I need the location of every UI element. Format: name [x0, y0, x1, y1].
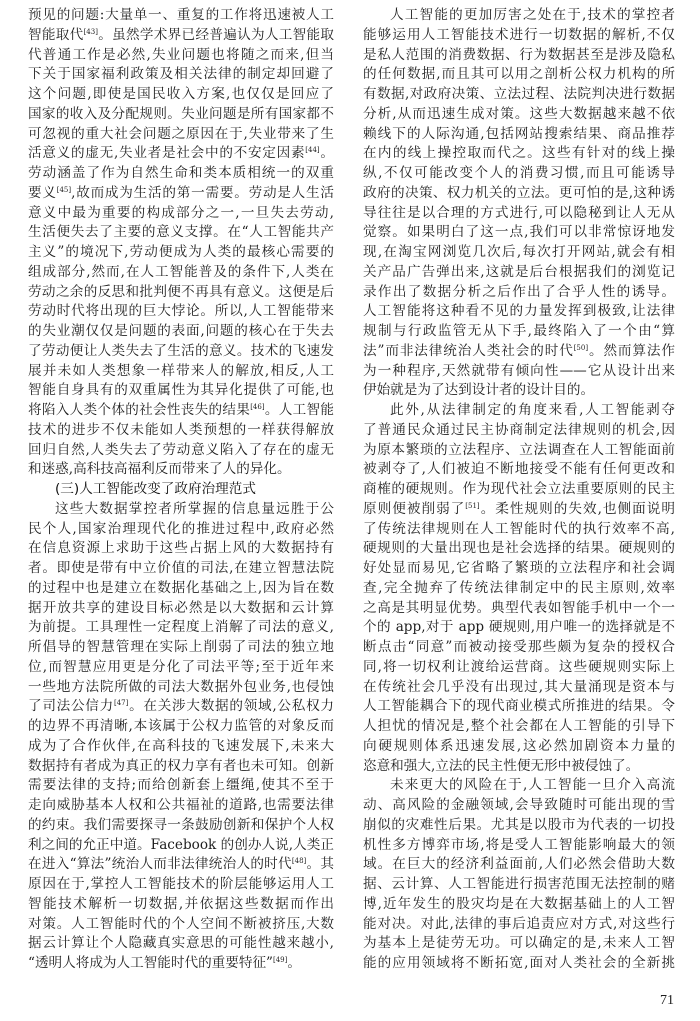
text-line: 为一种程序,天然就带有倾向性——它从设计出来	[363, 362, 675, 379]
text-line: 的约束。我们需要探寻一条鼓励创新和保护个人权	[28, 816, 334, 833]
text-line: 回归自然,人类失去了劳动意义陷入了存在的虚无	[28, 441, 334, 458]
text-line: 展并未如人类想象一样带来人的解放,相反,人工	[28, 362, 334, 379]
right-text-column	[363, 6, 675, 974]
text-line: 导往往是以合理的方式进行,可以隐秘到让人无从	[363, 204, 675, 221]
citation-marker: [45]	[56, 185, 72, 194]
text-line: 政府的决策、权力机关的立法。更可怕的是,这种诱	[363, 184, 675, 201]
text-line: 据、云计算、人工智能进行损害范围无法控制的赌	[363, 876, 675, 892]
citation-marker: [46]	[250, 403, 265, 411]
text-line: 将陷入人类个体的社会性丧失的结果[46]。人工智能	[28, 402, 335, 418]
text-line: 可忽视的重大社会问题之原因在于,失业带来了生	[28, 125, 334, 142]
text-line: 觉察。如果明白了这一点,我们可以非常惊讶地发	[363, 224, 675, 241]
text-line: 关产品广告弹出来,这就是后台根据我们的浏览记	[363, 263, 675, 280]
text-line: 一些地方法院所做的司法大数据外包业务,也侵蚀	[28, 678, 334, 695]
text-line: 为前提。工具理性一定程度上消解了司法的意义,	[28, 619, 334, 636]
text-line: 这个问题,即使是国民收入方案,也仅仅是回应了	[28, 86, 334, 102]
text-line: 者。即使是带有中立价值的司法,在建立智慧法院	[28, 560, 334, 576]
text-line: 智能技术解析一切数据,并依据这些数据而作出	[28, 895, 334, 912]
text-line: 被剥夺了,人们被迫不断地接受不能有任何更改和	[363, 461, 675, 478]
citation-marker: [47]	[113, 699, 129, 708]
text-line: 硬规则的大量出现也是社会选择的结果。硬规则的	[363, 540, 675, 557]
text-line: 好处显而易见,它省略了繁琐的立法程序和社会调	[363, 560, 675, 576]
citation-marker: [48]	[291, 857, 307, 866]
text-line: 了劳动便让人类失去了生活的意义。技术的飞速发	[28, 342, 334, 359]
text-line: 人工智能将这种看不见的力量发挥到极致,让法律	[363, 303, 675, 320]
text-line: 生活便失去了主要的意义支撑。在“人工智能共产	[28, 224, 334, 241]
citation-marker: [49]	[273, 956, 288, 964]
text-line: 在内的线上操控取而代之。这些有针对的线上操	[363, 145, 675, 162]
text-line: 之高是其明显优势。典型代表如智能手机中一个一	[363, 599, 675, 616]
text-line: 分析,从而迅速生成对策。这些大数据越来越不依	[363, 105, 675, 122]
text-line: 动、高风险的金融领域,会导致随时可能出现的雪	[363, 797, 675, 813]
text-line: 在传统社会几乎没有出现过,其大量涌现是资本与	[363, 678, 675, 695]
text-line: 个的 app,对于 app 硬规则,用户唯一的选择就是不	[363, 619, 675, 636]
text-line: 同,将一切权利让渡给运营商。这些硬规则实际上	[363, 658, 675, 675]
citation-marker: [50]	[573, 343, 589, 352]
text-line: 机性多方博弈市场,将是受人工智能影响最大的领	[363, 836, 675, 853]
text-line: 下关于国家福利政策及相关法律的制定却回避了	[28, 66, 334, 83]
text-line: 在信息资源上求助于这些占据上风的大数据持有	[28, 540, 334, 557]
text-line: 劳动涵盖了作为自然生命和类本质相统一的双重	[28, 165, 334, 181]
text-line: 断点击“同意”而被动接受那些颇为复杂的授权合	[363, 639, 675, 655]
text-line: 在进入“算法”统治人而非法律统治人的时代[48]。其	[28, 856, 334, 873]
text-line: 原则便被削弱了[51]。柔性规则的失效,也侧面说明	[363, 500, 675, 517]
text-line: 伊始就是为了达到设计者的设计目的。	[363, 382, 595, 399]
text-line: 智能自身具有的双重属性为其异化提供了可能,也	[28, 382, 334, 399]
text-line: 民个人,国家治理现代化的推进过程中,政府必然	[28, 520, 334, 537]
page-number: 71	[660, 993, 674, 1008]
text-line: 利之间的允正中道。Facebook 的创办人说,人类正	[28, 836, 334, 853]
text-line: 的过程中也是建立在数据化基础之上,因为旨在数	[28, 579, 334, 596]
text-line: 域。在巨大的经济利益面前,人们必然会借助大数	[363, 856, 675, 873]
text-line: 能够运用人工智能技术进行一切数据的解析,不仅	[363, 26, 675, 43]
text-line: 为原本繁琐的立法程序、立法调查在人工智能面前	[363, 441, 675, 458]
left-text-column	[28, 6, 334, 974]
text-line: 此外,从法律制定的角度来看,人工智能剥夺	[390, 402, 675, 418]
text-line: 人工智能的更加厉害之处在于,技术的掌控者	[390, 7, 675, 23]
text-line: 技术的进步不仅未能如人类预想的一样获得解放	[28, 421, 334, 438]
text-line: 向硬规则体系迅速发展,这必然加剧资本力量的	[363, 737, 675, 754]
text-line: 人担忧的情况是,整个社会都在人工智能的引导下	[363, 718, 675, 734]
text-line: 的失业潮仅仅是问题的表面,问题的核心在于失去	[28, 323, 334, 339]
text-line: 未来更大的风险在于,人工智能一旦介入高流	[390, 777, 675, 794]
text-line: 活意义的虚无,失业者是社会中的不安定因素[44]。	[28, 145, 334, 162]
text-line: 的任何数据,而且其可以用之剖析公权力机构的所	[363, 66, 675, 83]
text-line: “透明人将成为人工智能时代的重要特征”[49]。	[28, 955, 301, 971]
text-line: 查,完全抛弃了传统法律制定中的民主原则,效率	[363, 579, 675, 596]
text-line: 了普通民众通过民主协商制定法律规则的机会,因	[363, 421, 675, 438]
text-line: 能对决。对此,法律的事后追责应对方式,对这些行	[363, 915, 675, 932]
text-line: 原因在于,掌控人工智能技术的阶层能够运用人工	[28, 876, 334, 892]
citation-marker: [44]	[305, 146, 320, 155]
text-line: 主义”的境况下,劳动便成为人类的最核心需要的	[28, 244, 334, 260]
section-heading: (三)人工智能改变了政府治理范式	[55, 481, 256, 497]
text-line: 博,近年发生的股灾均是在大数据基础上的人工智	[363, 895, 675, 912]
text-line: 赖线下的人际沟通,包括网站搜索结果、商品推荐	[363, 125, 675, 142]
text-line: 位,而智慧应用更是分化了司法平等;至于近年来	[28, 658, 334, 675]
text-line: 劳动时代将出现的巨大悖论。所以,人工智能带来	[28, 303, 334, 320]
text-line: 法”而非法律统治人类社会的时代[50]。然而算法作	[363, 342, 675, 359]
text-line: 的边界不再清晰,本该属于公权力监管的对象反而	[28, 718, 334, 734]
text-line: 崩似的灾难性后果。尤其是以股市为代表的一切投	[363, 816, 675, 833]
text-line: 要义[45],故而成为生活的第一需要。劳动是人生活	[28, 184, 334, 201]
text-line: 和迷惑,高科技高福利反而带来了人的异化。	[28, 461, 291, 478]
text-line: 组成部分,然而,在人工智能普及的条件下,人类在	[28, 263, 334, 280]
text-line: 劳动之余的反思和批判便不再具有意义。这便是后	[28, 283, 334, 300]
citation-marker: [51]	[465, 501, 480, 510]
text-line: 所倡导的智慧管理在实际上削弱了司法的独立地	[28, 639, 334, 655]
text-line: 商榷的硬规则。作为现代社会立法重要原则的民主	[363, 481, 675, 497]
text-line: 对策。人工智能时代的个人空间不断被挤压,大数	[28, 915, 334, 932]
text-line: 据开放共享的建设目标必然是以大数据和云计算	[28, 599, 334, 616]
text-line: 国家的收入及分配规则。失业问题是所有国家都不	[28, 105, 334, 122]
text-line: 是私人范围的消费数据、行为数据甚至是涉及隐私	[363, 46, 675, 63]
text-line: 代普通工作是必然,失业问题也将随之而来,但当	[28, 46, 334, 63]
text-line: 能的应用领域将不断拓宽,面对人类社会的全新挑	[363, 955, 675, 971]
text-line: 预见的问题:大量单一、重复的工作将迅速被人工	[28, 7, 334, 23]
text-line: 需要法律的支持;而给创新套上缰绳,使其不至于	[28, 777, 334, 794]
text-line: 据云计算让个人隐藏真实意思的可能性越来越小,	[28, 935, 334, 952]
text-line: 规制与行政监管无从下手,最终陷入了一个由“算	[363, 323, 675, 339]
text-line: 恣意和强大,立法的民主性便无形中被侵蚀了。	[363, 757, 640, 774]
text-line: 智能取代[43]。虽然学术界已经普遍认为人工智能取	[28, 26, 335, 43]
text-line: 意义中最为重要的构成部分之一,一旦失去劳动,	[28, 204, 334, 221]
text-line: 人工智能耦合下的现代商业模式所推进的结果。令	[363, 698, 675, 715]
text-line: 了司法公信力[47]。在关涉大数据的领域,公私权力	[28, 698, 334, 715]
text-line: 走向威胁基本人权和公共福祉的道路,也需要法律	[28, 797, 334, 813]
text-line: 了传统法律规则在人工智能时代的执行效率不高,	[363, 520, 675, 537]
text-line: 为基本上是徒劳无功。可以确定的是,未来人工智	[363, 935, 675, 952]
text-line: 纵,不仅可能改变个人的消费习惯,而且可能诱导	[363, 165, 675, 181]
text-line: 录作出了数据分析之后作出了合乎人性的诱导。	[363, 283, 675, 300]
text-line: 现,在淘宝网浏览几次后,每次打开网站,就会有相	[363, 244, 675, 260]
text-line: 这些大数据掌控者所掌握的信息量远胜于公	[55, 500, 334, 517]
text-line: 数据持有者成为真正的权力享有者也未可知。创新	[28, 757, 334, 774]
text-line: 成为了合作伙伴,在高科技的飞速发展下,未来大	[28, 737, 334, 754]
citation-marker: [43]	[83, 27, 98, 36]
text-line: 有数据,对政府决策、立法过程、法院判决进行数据	[363, 86, 675, 102]
